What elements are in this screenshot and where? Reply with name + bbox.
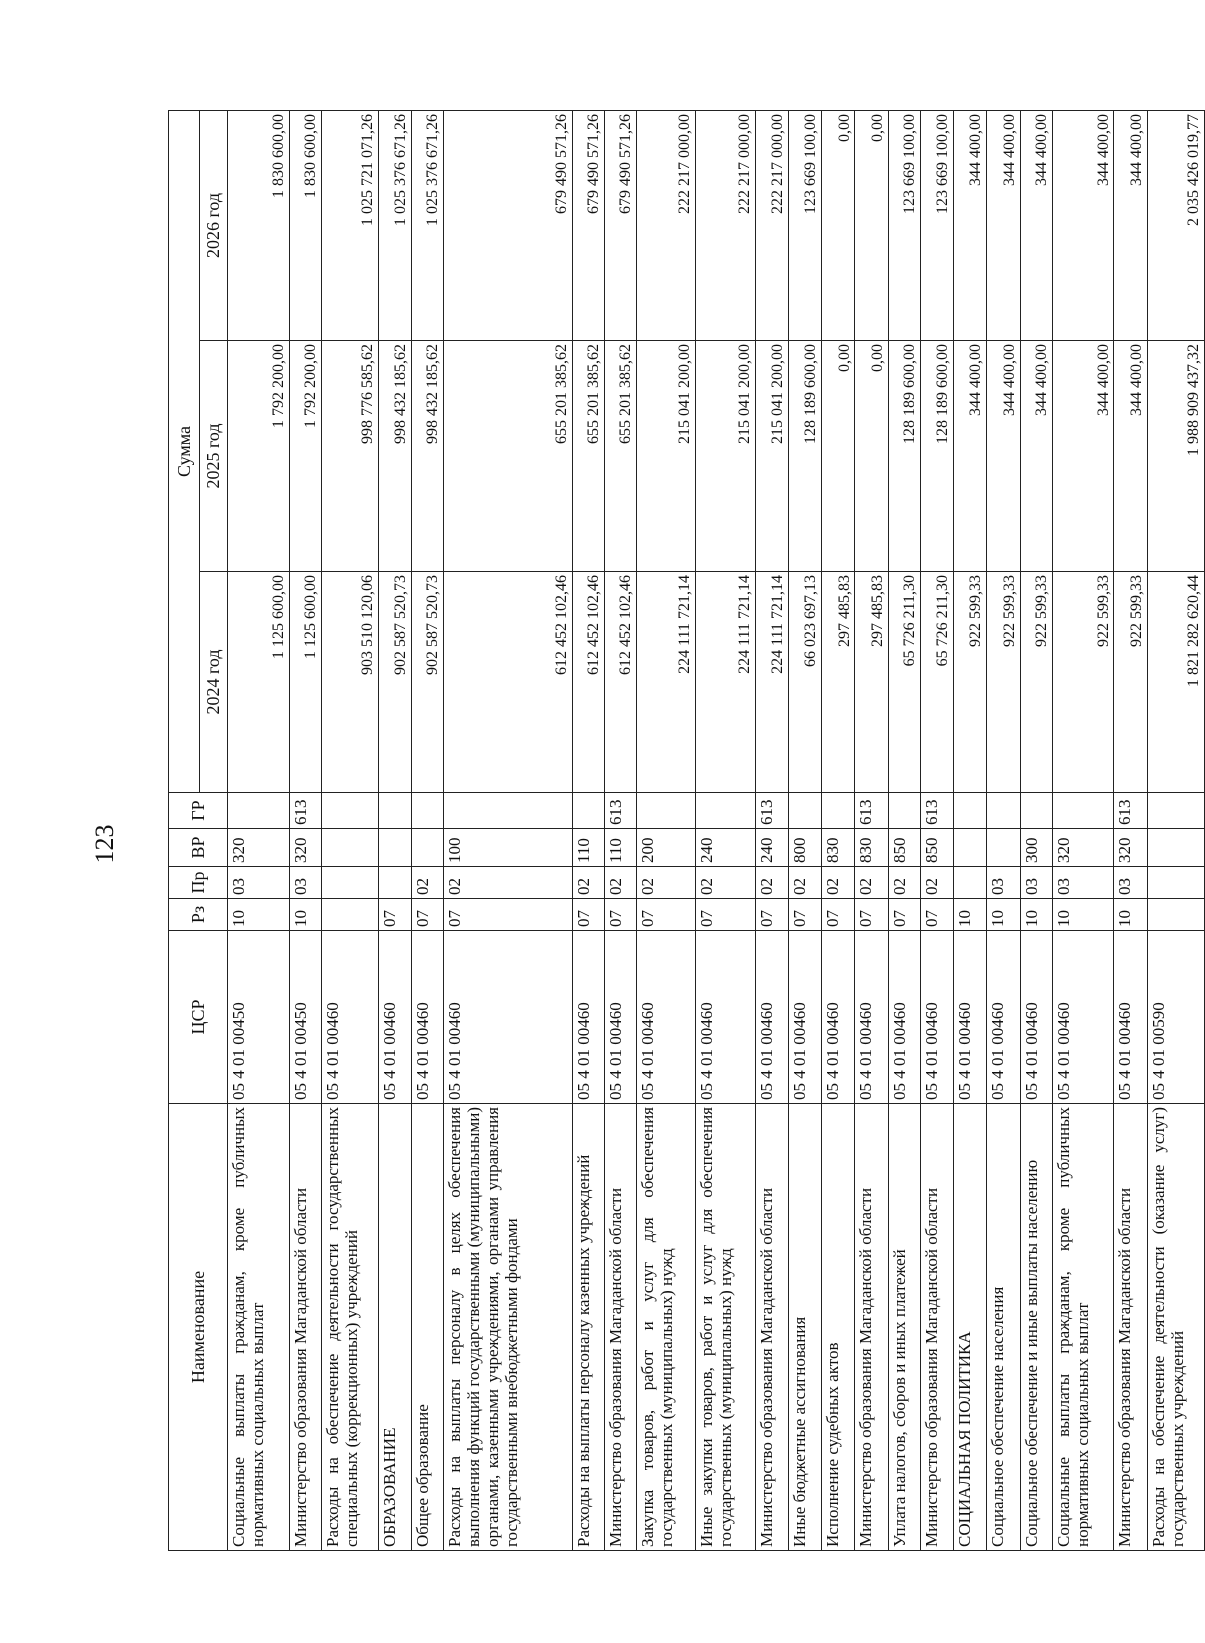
table-row — [378, 110, 411, 1550]
cell-gr — [1020, 793, 1052, 829]
cell-y2025: 655 201 385,62 — [444, 341, 572, 572]
cell-vr: 850 — [888, 829, 920, 867]
cell-csr: 05 4 01 00460 — [444, 931, 572, 1104]
cell-pr — [1147, 867, 1204, 899]
cell-y2026: 679 490 571,26 — [604, 110, 636, 340]
cell-pr: 02 — [696, 867, 755, 899]
cell-csr: 05 4 01 00460 — [954, 931, 987, 1104]
cell-rz: 07 — [788, 899, 821, 931]
cell-csr: 05 4 01 00460 — [1020, 931, 1052, 1104]
cell-y2024: 297 485,83 — [822, 572, 855, 793]
cell-rz: 07 — [920, 899, 953, 931]
header-pr: Пр — [169, 867, 228, 899]
page-number: 123 — [90, 824, 119, 864]
cell-vr — [321, 829, 378, 867]
cell-pr: 02 — [755, 867, 788, 899]
table-row — [636, 110, 695, 1550]
table-row — [855, 110, 888, 1550]
table-row — [321, 110, 378, 1550]
cell-csr: 05 4 01 00590 — [1147, 931, 1204, 1104]
cell-pr: 02 — [444, 867, 572, 899]
cell-y2025: 344 400,00 — [1052, 341, 1114, 572]
cell-vr: 800 — [788, 829, 821, 867]
cell-vr: 830 — [822, 829, 855, 867]
cell-y2024: 922 599,33 — [1052, 572, 1114, 793]
cell-rz: 10 — [289, 899, 321, 931]
cell-y2025: 0,00 — [822, 341, 855, 572]
cell-y2025: 655 201 385,62 — [604, 341, 636, 572]
table-row — [412, 110, 444, 1550]
cell-rz: 07 — [636, 899, 695, 931]
cell-y2026: 344 400,00 — [1052, 110, 1114, 340]
header-sum: Сумма — [169, 110, 200, 792]
cell-name: Расходы на выплаты персоналу в целях обеспечения выполнения функций государственными (муниципальными) органами, казенными учреждениями, органами управления государственными внебюджетными фондами — [444, 1104, 572, 1551]
cell-gr — [788, 793, 821, 829]
cell-y2026: 1 025 376 671,26 — [412, 110, 444, 340]
cell-csr: 05 4 01 00460 — [604, 931, 636, 1104]
cell-y2026: 0,00 — [855, 110, 888, 340]
cell-rz: 10 — [987, 899, 1020, 931]
table-row — [788, 110, 821, 1550]
cell-pr: 03 — [987, 867, 1020, 899]
cell-vr: 100 — [444, 829, 572, 867]
cell-pr — [954, 867, 987, 899]
cell-name: Расходы на обеспечение деятельности (оказание услуг) государственных учреждений — [1147, 1104, 1204, 1551]
header-2024: 2024 год — [200, 572, 228, 793]
cell-y2025: 998 776 585,62 — [321, 341, 378, 572]
cell-y2026: 222 217 000,00 — [636, 110, 695, 340]
cell-gr — [1052, 793, 1114, 829]
cell-y2025: 344 400,00 — [954, 341, 987, 572]
cell-vr: 320 — [1114, 829, 1147, 867]
cell-vr: 200 — [636, 829, 695, 867]
cell-y2026: 123 669 100,00 — [788, 110, 821, 340]
cell-y2025: 1 988 909 437,32 — [1147, 341, 1204, 572]
cell-y2026: 222 217 000,00 — [696, 110, 755, 340]
table-row — [604, 110, 636, 1550]
cell-pr: 02 — [412, 867, 444, 899]
cell-csr: 05 4 01 00460 — [755, 931, 788, 1104]
cell-gr: 613 — [855, 793, 888, 829]
cell-name: Министерство образования Магаданской области — [604, 1104, 636, 1551]
cell-vr: 240 — [755, 829, 788, 867]
table-row — [987, 110, 1020, 1550]
cell-name: СОЦИАЛЬНАЯ ПОЛИТИКА — [954, 1104, 987, 1551]
cell-name: Общее образование — [412, 1104, 444, 1551]
cell-pr: 03 — [1114, 867, 1147, 899]
cell-y2025: 1 792 200,00 — [289, 341, 321, 572]
header-2025: 2025 год — [200, 341, 228, 572]
cell-gr: 613 — [289, 793, 321, 829]
cell-csr: 05 4 01 00460 — [788, 931, 821, 1104]
cell-vr — [987, 829, 1020, 867]
cell-gr — [888, 793, 920, 829]
cell-rz: 10 — [954, 899, 987, 931]
cell-rz: 07 — [755, 899, 788, 931]
cell-rz — [321, 899, 378, 931]
cell-csr: 05 4 01 00460 — [1114, 931, 1147, 1104]
cell-csr: 05 4 01 00460 — [1052, 931, 1114, 1104]
cell-pr: 02 — [604, 867, 636, 899]
cell-vr: 320 — [289, 829, 321, 867]
cell-name: Министерство образования Магаданской области — [920, 1104, 953, 1551]
cell-rz: 10 — [1114, 899, 1147, 931]
table-header — [169, 110, 228, 1550]
header-csr: ЦСР — [169, 931, 228, 1104]
table-row — [696, 110, 755, 1550]
cell-gr — [228, 793, 290, 829]
cell-csr: 05 4 01 00450 — [289, 931, 321, 1104]
cell-y2025: 344 400,00 — [1114, 341, 1147, 572]
cell-y2024: 1 125 600,00 — [228, 572, 290, 793]
cell-gr — [636, 793, 695, 829]
cell-vr: 300 — [1020, 829, 1052, 867]
cell-gr — [1147, 793, 1204, 829]
cell-y2024: 224 111 721,14 — [755, 572, 788, 793]
cell-pr — [321, 867, 378, 899]
cell-csr: 05 4 01 00460 — [572, 931, 604, 1104]
cell-y2025: 215 041 200,00 — [755, 341, 788, 572]
cell-gr — [987, 793, 1020, 829]
cell-name: Министерство образования Магаданской области — [755, 1104, 788, 1551]
cell-pr: 03 — [289, 867, 321, 899]
cell-y2024: 1 125 600,00 — [289, 572, 321, 793]
cell-vr: 240 — [696, 829, 755, 867]
cell-y2026: 0,00 — [822, 110, 855, 340]
cell-y2025: 998 432 185,62 — [378, 341, 411, 572]
cell-gr: 613 — [755, 793, 788, 829]
cell-gr — [696, 793, 755, 829]
cell-y2025: 344 400,00 — [987, 341, 1020, 572]
cell-pr: 02 — [822, 867, 855, 899]
rotated-page — [168, 111, 1205, 1551]
table-row — [755, 110, 788, 1550]
cell-y2026: 1 025 721 071,26 — [321, 110, 378, 340]
cell-y2026: 679 490 571,26 — [572, 110, 604, 340]
table-row — [1147, 110, 1204, 1550]
cell-csr: 05 4 01 00460 — [855, 931, 888, 1104]
cell-csr: 05 4 01 00450 — [228, 931, 290, 1104]
cell-y2024: 65 726 211,30 — [888, 572, 920, 793]
cell-gr: 613 — [604, 793, 636, 829]
header-vr: ВР — [169, 829, 228, 867]
cell-y2026: 1 830 600,00 — [228, 110, 290, 340]
table-row — [1114, 110, 1147, 1550]
cell-vr: 830 — [855, 829, 888, 867]
cell-gr — [572, 793, 604, 829]
cell-pr: 03 — [1052, 867, 1114, 899]
cell-y2026: 344 400,00 — [987, 110, 1020, 340]
cell-vr — [412, 829, 444, 867]
table-row — [1052, 110, 1114, 1550]
header-name: Наименование — [169, 1104, 228, 1551]
cell-y2024: 297 485,83 — [855, 572, 888, 793]
cell-y2025: 215 041 200,00 — [636, 341, 695, 572]
cell-vr — [1147, 829, 1204, 867]
cell-rz: 07 — [412, 899, 444, 931]
cell-name: ОБРАЗОВАНИЕ — [378, 1104, 411, 1551]
cell-y2024: 612 452 102,46 — [572, 572, 604, 793]
cell-vr: 110 — [604, 829, 636, 867]
cell-y2024: 922 599,33 — [1020, 572, 1052, 793]
cell-y2026: 1 830 600,00 — [289, 110, 321, 340]
cell-rz: 07 — [604, 899, 636, 931]
cell-y2024: 224 111 721,14 — [636, 572, 695, 793]
cell-pr: 02 — [572, 867, 604, 899]
cell-name: Социальные выплаты гражданам, кроме публичных нормативных социальных выплат — [228, 1104, 290, 1551]
cell-y2026: 123 669 100,00 — [888, 110, 920, 340]
cell-name: Иные бюджетные ассигнования — [788, 1104, 821, 1551]
cell-y2025: 128 189 600,00 — [920, 341, 953, 572]
cell-vr — [954, 829, 987, 867]
table-body — [228, 110, 1205, 1550]
cell-gr — [954, 793, 987, 829]
cell-y2024: 612 452 102,46 — [604, 572, 636, 793]
table-row — [444, 110, 572, 1550]
table-row — [954, 110, 987, 1550]
cell-name: Исполнение судебных актов — [822, 1104, 855, 1551]
cell-y2025: 344 400,00 — [1020, 341, 1052, 572]
cell-rz: 07 — [572, 899, 604, 931]
cell-gr: 613 — [920, 793, 953, 829]
cell-y2025: 998 432 185,62 — [412, 341, 444, 572]
cell-y2026: 679 490 571,26 — [444, 110, 572, 340]
cell-csr: 05 4 01 00460 — [636, 931, 695, 1104]
cell-gr — [822, 793, 855, 829]
cell-pr: 02 — [855, 867, 888, 899]
table-row — [888, 110, 920, 1550]
cell-csr: 05 4 01 00460 — [822, 931, 855, 1104]
cell-y2024: 1 821 282 620,44 — [1147, 572, 1204, 793]
cell-y2026: 2 035 426 019,77 — [1147, 110, 1204, 340]
cell-y2024: 922 599,33 — [954, 572, 987, 793]
cell-y2024: 66 023 697,13 — [788, 572, 821, 793]
cell-y2025: 128 189 600,00 — [788, 341, 821, 572]
header-2026: 2026 год — [200, 110, 228, 340]
cell-vr: 110 — [572, 829, 604, 867]
cell-rz: 07 — [696, 899, 755, 931]
cell-vr — [378, 829, 411, 867]
cell-vr: 320 — [1052, 829, 1114, 867]
cell-pr: 03 — [1020, 867, 1052, 899]
cell-name: Министерство образования Магаданской области — [289, 1104, 321, 1551]
cell-rz: 07 — [822, 899, 855, 931]
cell-y2026: 123 669 100,00 — [920, 110, 953, 340]
header-gr: ГР — [169, 793, 228, 829]
cell-gr — [321, 793, 378, 829]
cell-rz: 07 — [378, 899, 411, 931]
cell-rz: 10 — [1052, 899, 1114, 931]
cell-y2024: 922 599,33 — [1114, 572, 1147, 793]
cell-pr: 02 — [920, 867, 953, 899]
cell-name: Закупка товаров, работ и услуг для обеспечения государственных (муниципальных) нужд — [636, 1104, 695, 1551]
cell-name: Социальные выплаты гражданам, кроме публичных нормативных социальных выплат — [1052, 1104, 1114, 1551]
cell-rz — [1147, 899, 1204, 931]
cell-y2026: 344 400,00 — [954, 110, 987, 340]
cell-gr — [412, 793, 444, 829]
cell-csr: 05 4 01 00460 — [412, 931, 444, 1104]
cell-y2024: 612 452 102,46 — [444, 572, 572, 793]
cell-gr: 613 — [1114, 793, 1147, 829]
cell-csr: 05 4 01 00460 — [378, 931, 411, 1104]
table-row — [289, 110, 321, 1550]
cell-y2026: 1 025 376 671,26 — [378, 110, 411, 340]
cell-pr — [378, 867, 411, 899]
budget-table — [168, 110, 1205, 1551]
cell-name: Уплата налогов, сборов и иных платежей — [888, 1104, 920, 1551]
cell-y2024: 65 726 211,30 — [920, 572, 953, 793]
cell-csr: 05 4 01 00460 — [987, 931, 1020, 1104]
cell-y2025: 128 189 600,00 — [888, 341, 920, 572]
table-row — [228, 110, 290, 1550]
cell-name: Министерство образования Магаданской области — [855, 1104, 888, 1551]
cell-vr: 320 — [228, 829, 290, 867]
cell-name: Расходы на выплаты персоналу казенных учреждений — [572, 1104, 604, 1551]
cell-csr: 05 4 01 00460 — [321, 931, 378, 1104]
cell-pr: 03 — [228, 867, 290, 899]
cell-y2026: 344 400,00 — [1020, 110, 1052, 340]
cell-y2024: 902 587 520,73 — [412, 572, 444, 793]
cell-csr: 05 4 01 00460 — [888, 931, 920, 1104]
cell-y2024: 902 587 520,73 — [378, 572, 411, 793]
cell-rz: 07 — [855, 899, 888, 931]
cell-pr: 02 — [636, 867, 695, 899]
cell-name: Социальное обеспечение и иные выплаты населению — [1020, 1104, 1052, 1551]
cell-name: Министерство образования Магаданской области — [1114, 1104, 1147, 1551]
cell-y2024: 224 111 721,14 — [696, 572, 755, 793]
cell-y2024: 922 599,33 — [987, 572, 1020, 793]
cell-gr — [444, 793, 572, 829]
cell-y2025: 655 201 385,62 — [572, 341, 604, 572]
table-row — [572, 110, 604, 1550]
cell-name: Расходы на обеспечение деятельности государственных специальных (коррекционных) учреждений — [321, 1104, 378, 1551]
cell-gr — [378, 793, 411, 829]
cell-pr: 02 — [888, 867, 920, 899]
cell-csr: 05 4 01 00460 — [920, 931, 953, 1104]
cell-y2026: 222 217 000,00 — [755, 110, 788, 340]
cell-vr: 850 — [920, 829, 953, 867]
cell-y2025: 1 792 200,00 — [228, 341, 290, 572]
cell-rz: 10 — [228, 899, 290, 931]
cell-csr: 05 4 01 00460 — [696, 931, 755, 1104]
cell-rz: 07 — [888, 899, 920, 931]
cell-y2025: 0,00 — [855, 341, 888, 572]
cell-rz: 10 — [1020, 899, 1052, 931]
cell-y2026: 344 400,00 — [1114, 110, 1147, 340]
table-row — [920, 110, 953, 1550]
cell-name: Социальное обеспечение населения — [987, 1104, 1020, 1551]
cell-pr: 02 — [788, 867, 821, 899]
cell-rz: 07 — [444, 899, 572, 931]
cell-name: Иные закупки товаров, работ и услуг для обеспечения государственных (муниципальных) нужд — [696, 1104, 755, 1551]
table-row — [1020, 110, 1052, 1550]
table-row — [822, 110, 855, 1550]
cell-y2024: 903 510 120,06 — [321, 572, 378, 793]
header-rz: Рз — [169, 899, 228, 931]
cell-y2025: 215 041 200,00 — [696, 341, 755, 572]
